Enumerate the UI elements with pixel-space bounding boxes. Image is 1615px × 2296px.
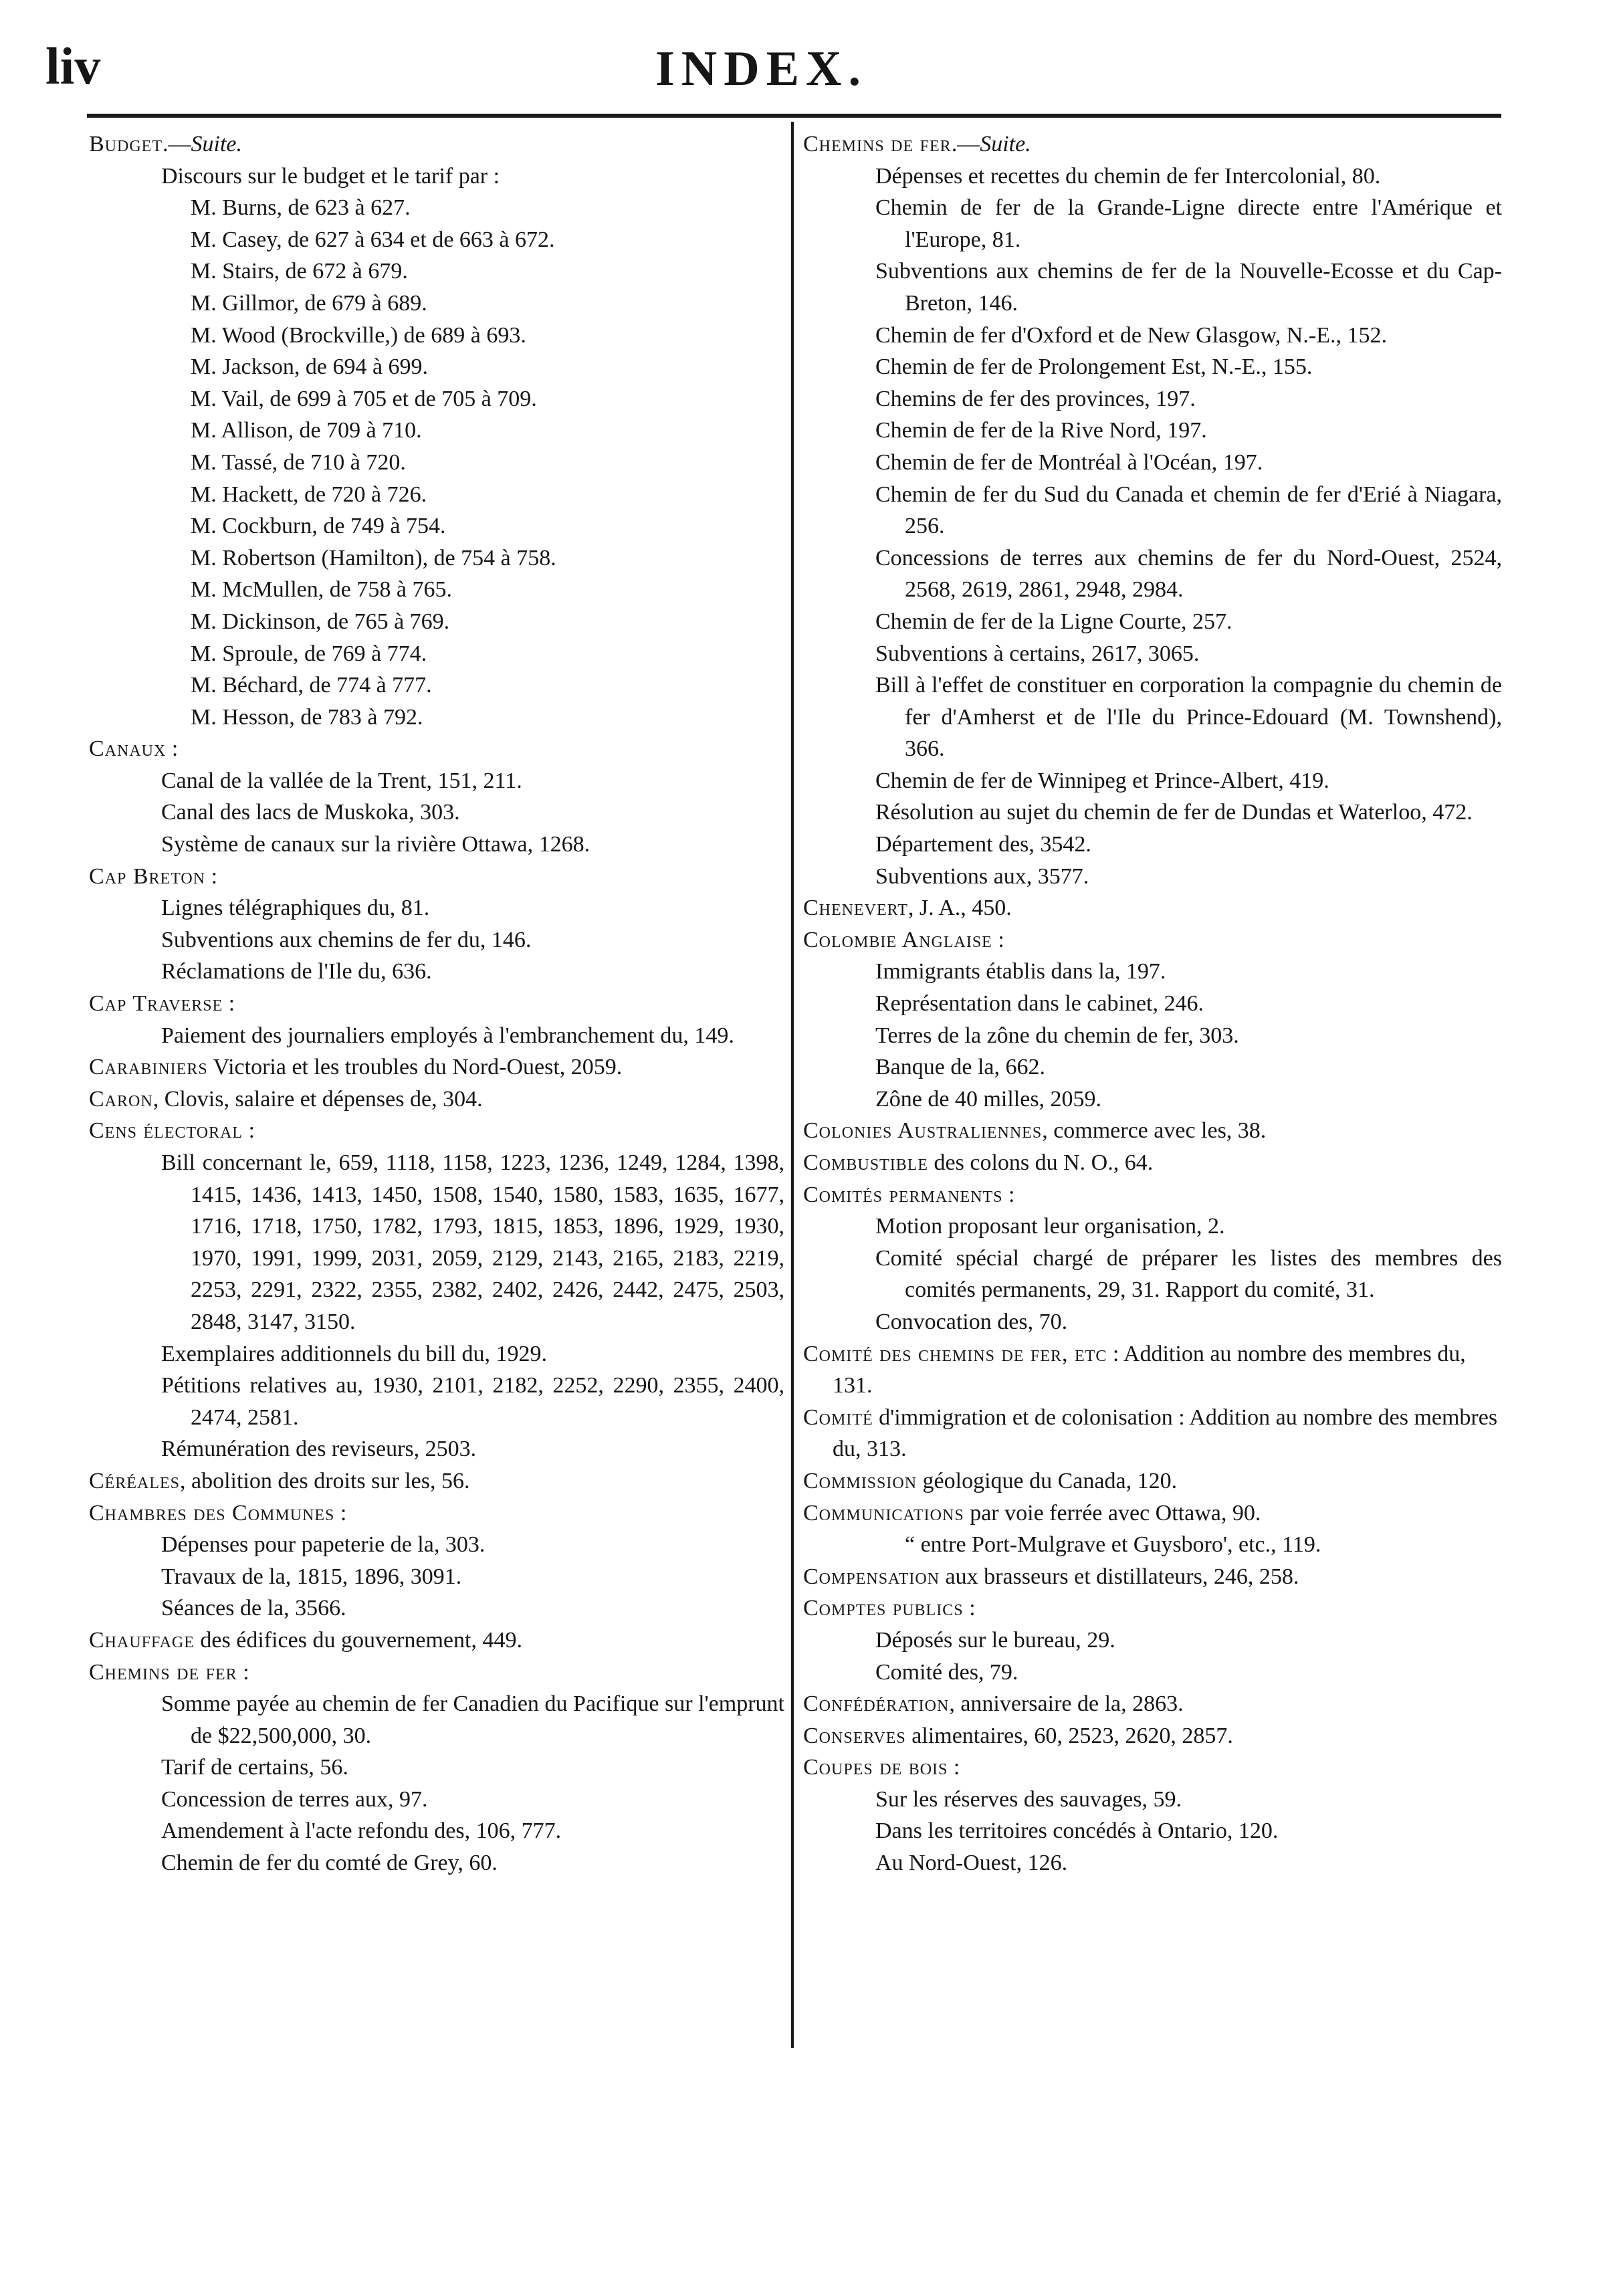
index-heading-rest: : xyxy=(166,736,179,762)
index-heading xyxy=(803,128,1502,161)
header-rule xyxy=(87,114,1501,118)
index-subentry: Chemin de fer d'Oxford et de New Glasgow, N.-E., 152. xyxy=(875,322,1387,348)
running-head: INDEX. xyxy=(655,41,867,96)
index-heading xyxy=(89,1115,784,1147)
index-headword: Chemins de fer xyxy=(89,1659,237,1685)
index-headword: Chambres des Communes xyxy=(89,1500,335,1526)
index-subentry: Chemin de fer de la Rive Nord, 197. xyxy=(875,418,1207,443)
index-heading-rest: : Addition au nombre des membres du, 131. xyxy=(833,1341,1466,1398)
index-heading-rest: géologique du Canada, 120. xyxy=(917,1468,1178,1493)
index-subentry: M. Cockburn, de 749 à 754. xyxy=(191,514,446,539)
index-headword: Combustible xyxy=(803,1150,929,1175)
index-subentry: Chemin de fer de Montréal à l'Océan, 197. xyxy=(875,449,1263,475)
index-subentry: Bill à l'effet de constituer en corporation la compagnie du chemin de fer d'Amherst et de l'Ile du Prince-Edouard (M. Townshend), 366. xyxy=(875,673,1502,762)
index-subentry: Subventions aux chemins de fer de la Nouvelle-Ecosse et du Cap-Breton, 146. xyxy=(875,259,1502,316)
index-subentry: M. Burns, de 623 à 627. xyxy=(191,195,411,221)
index-heading-rest: , abolition des droits sur les, 56. xyxy=(180,1468,470,1493)
index-headword: Colombie Anglaise xyxy=(803,927,992,952)
index-heading xyxy=(89,1051,784,1083)
index-subentry: Subventions aux chemins de fer du, 146. xyxy=(161,927,532,952)
index-heading xyxy=(803,924,1502,956)
index-subentry: M. Hackett, de 720 à 726. xyxy=(191,482,427,507)
index-headword: Chemins de fer xyxy=(803,132,952,156)
index-heading xyxy=(803,1115,1502,1147)
index-heading-rest: , anniversaire de la, 2863. xyxy=(949,1691,1184,1717)
index-subentry: M. Béchard, de 774 à 777. xyxy=(191,673,432,698)
index-heading xyxy=(89,1657,784,1689)
index-subentry: Amendement à l'acte refondu des, 106, 777. xyxy=(161,1818,562,1844)
index-heading xyxy=(89,1083,784,1116)
index-heading-rest: : xyxy=(948,1755,960,1780)
index-heading xyxy=(89,1497,784,1530)
index-subentry: Chemin de fer de Winnipeg et Prince-Albert, 419. xyxy=(875,768,1329,793)
index-subentry: Comité des, 79. xyxy=(875,1659,1018,1685)
index-subentry: M. Stairs, de 672 à 679. xyxy=(191,259,408,284)
index-subentry: Tarif de certains, 56. xyxy=(161,1755,348,1780)
index-heading xyxy=(803,1465,1502,1497)
index-subentry: Rémunération des reviseurs, 2503. xyxy=(161,1437,477,1462)
index-subentry: M. Tassé, de 710 à 720. xyxy=(191,449,406,475)
index-subentry: Zône de 40 milles, 2059. xyxy=(875,1086,1102,1112)
index-heading-rest: : xyxy=(223,991,235,1017)
index-column-left xyxy=(89,128,784,1879)
index-heading-rest: : xyxy=(992,927,1004,952)
index-subentry: Dépenses pour papeterie de la, 303. xyxy=(161,1532,486,1558)
index-headword: Conserves xyxy=(803,1723,906,1748)
index-subentry: M. Robertson (Hamilton), de 754 à 758. xyxy=(191,545,556,570)
index-headword: Communications xyxy=(803,1500,964,1526)
index-headword: Commission xyxy=(803,1468,918,1493)
index-subentry: Subventions à certains, 2617, 3065. xyxy=(875,641,1200,666)
index-subentry: Canal de la vallée de la Trent, 151, 211. xyxy=(161,768,522,793)
index-subentry: Chemin de fer du comté de Grey, 60. xyxy=(161,1851,498,1876)
index-subentry: Chemin de fer du Sud du Canada et chemin de fer d'Erié à Niagara, 256. xyxy=(875,482,1502,539)
index-subentry: Déposés sur le bureau, 29. xyxy=(875,1627,1115,1653)
index-subentry: Chemin de fer de la Grande-Ligne directe entre l'Amérique et l'Europe, 81. xyxy=(875,195,1502,252)
index-subentry: Résolution au sujet du chemin de fer de Dundas et Waterloo, 472. xyxy=(875,800,1473,825)
index-heading xyxy=(803,1688,1502,1720)
index-heading xyxy=(803,1561,1502,1593)
index-heading-rest: : xyxy=(205,863,218,889)
index-heading-rest: : xyxy=(243,1118,255,1144)
index-headword: Caron xyxy=(89,1086,153,1112)
index-subentry: Somme payée au chemin de fer Canadien du Pacifique sur l'emprunt de $22,500,000, 30. xyxy=(161,1691,784,1748)
index-subentry: Banque de la, 662. xyxy=(875,1055,1045,1080)
index-subentry: M. Casey, de 627 à 634 et de 663 à 672. xyxy=(191,227,555,252)
index-headword: Cap Traverse xyxy=(89,991,223,1017)
index-headword: Comités permanents xyxy=(803,1182,1003,1207)
index-subentry: M. Wood (Brockville,) de 689 à 693. xyxy=(191,322,526,348)
index-heading xyxy=(803,1179,1502,1211)
index-headword: Cap Breton xyxy=(89,863,206,889)
index-subentry: Chemins de fer des provinces, 197. xyxy=(875,386,1196,411)
index-column-right xyxy=(803,128,1502,1879)
index-subentry: “ entre Port-Mulgrave et Guysboro', etc., 119. xyxy=(905,1532,1321,1558)
index-headword: Cens électoral xyxy=(89,1118,243,1144)
index-subentry: Comité spécial chargé de préparer les listes des membres des comités permanents, 29, 31. Rapport du comité, 31. xyxy=(875,1245,1502,1303)
index-heading-rest: Victoria et les troubles du Nord-Ouest, 2059. xyxy=(207,1055,623,1080)
index-heading-rest: des colons du N. O., 64. xyxy=(928,1150,1154,1175)
continued-label: Suite. xyxy=(191,132,242,156)
index-subentry: Réclamations de l'Ile du, 636. xyxy=(161,959,432,984)
index-subentry: Convocation des, 70. xyxy=(875,1309,1068,1334)
index-heading-rest: : xyxy=(334,1500,347,1526)
index-heading xyxy=(803,1592,1502,1625)
index-heading-rest: : xyxy=(963,1596,976,1621)
index-subentry: M. Sproule, de 769 à 774. xyxy=(191,641,427,666)
index-subentry: Concession de terres aux, 97. xyxy=(161,1786,428,1812)
index-headword: Canaux xyxy=(89,736,167,762)
index-headword: Chenevert xyxy=(803,896,908,921)
index-heading-rest: par voie ferrée avec Ottawa, 90. xyxy=(964,1500,1261,1526)
index-subentry: M. Hesson, de 783 à 792. xyxy=(191,704,423,730)
index-headword: Chauffage xyxy=(89,1627,195,1653)
index-heading xyxy=(803,1720,1502,1752)
index-headword: Comité xyxy=(803,1404,873,1430)
index-headword: Compensation xyxy=(803,1564,940,1589)
index-heading-rest: alimentaires, 60, 2523, 2620, 2857. xyxy=(905,1723,1233,1748)
index-heading xyxy=(89,1625,784,1657)
index-subentry: Dans les territoires concédés à Ontario, 120. xyxy=(875,1818,1279,1844)
index-headword: Budget xyxy=(89,132,163,156)
index-subentry: Lignes télégraphiques du, 81. xyxy=(161,896,430,921)
index-heading xyxy=(89,1465,784,1497)
index-subentry: M. Jackson, de 694 à 699. xyxy=(191,354,429,380)
index-subentry: Dépenses et recettes du chemin de fer Intercolonial, 80. xyxy=(875,163,1381,189)
index-subentry: Exemplaires additionnels du bill du, 1929. xyxy=(161,1341,547,1366)
index-headword: Céréales xyxy=(89,1468,181,1493)
index-heading xyxy=(89,733,784,765)
index-headword: Colonies Australiennes xyxy=(803,1118,1043,1144)
index-headword: Coupes de bois xyxy=(803,1755,948,1780)
index-heading-rest: , J. A., 450. xyxy=(907,896,1012,921)
index-heading-rest: d'immigration et de colonisation : Addition au nombre des membres du, 313. xyxy=(833,1404,1498,1462)
index-headword: Confédération xyxy=(803,1691,950,1717)
index-subentry: Discours sur le budget et le tarif par : xyxy=(161,163,500,189)
index-subentry: M. McMullen, de 758 à 765. xyxy=(191,577,452,603)
index-subentry: Canal des lacs de Muskoka, 303. xyxy=(161,800,460,825)
index-subentry: Chemin de fer de Prolongement Est, N.-E., 155. xyxy=(875,354,1313,380)
index-heading xyxy=(89,861,784,893)
index-subentry: M. Allison, de 709 à 710. xyxy=(191,418,422,443)
index-subentry: Immigrants établis dans la, 197. xyxy=(875,959,1166,984)
index-subentry: Chemin de fer de la Ligne Courte, 257. xyxy=(875,609,1232,634)
index-subentry: Département des, 3542. xyxy=(875,832,1091,857)
index-heading xyxy=(803,1497,1502,1530)
index-subentry: Sur les réserves des sauvages, 59. xyxy=(875,1786,1182,1812)
index-headword: Comité des chemins de fer, etc xyxy=(803,1341,1107,1366)
index-heading xyxy=(803,1147,1502,1179)
index-subentry: Terres de la zône du chemin de fer, 303. xyxy=(875,1023,1239,1048)
index-subentry: Travaux de la, 1815, 1896, 3091. xyxy=(161,1564,462,1589)
index-heading-rest: des édifices du gouvernement, 449. xyxy=(194,1627,522,1653)
index-subentry: Motion proposant leur organisation, 2. xyxy=(875,1214,1225,1239)
index-heading xyxy=(803,1752,1502,1784)
index-heading xyxy=(89,988,784,1020)
index-subentry: Au Nord-Ouest, 126. xyxy=(875,1851,1068,1876)
index-subentry: Paiement des journaliers employés à l'embranchement du, 149. xyxy=(161,1023,734,1048)
index-subentry: Représentation dans le cabinet, 246. xyxy=(875,991,1204,1017)
index-heading-rest: : xyxy=(1002,1182,1015,1207)
index-subentry: M. Gillmor, de 679 à 689. xyxy=(191,290,427,316)
index-subentry: Subventions aux, 3577. xyxy=(875,863,1089,889)
index-heading xyxy=(803,1402,1502,1465)
index-heading xyxy=(89,128,784,161)
index-subentry: Bill concernant le, 659, 1118, 1158, 1223, 1236, 1249, 1284, 1398, 1415, 1436, 1413, 1450, 1508, 1540, 1580, 1583, 1635, 1677, 1716, 1718, 1750, 1782, 1793, 1815, 1853, 1896, 1929, 1930, 1970, 1991, 1999, 2031, 2059, 2129, 2143, 2165, 2183, 2219, 2253, 2291, 2322, 2355, 2382, 2402, 2426, 2442, 2475, 2503, 2848, 3147, 3150. xyxy=(161,1150,784,1334)
index-headword: Carabiniers xyxy=(89,1055,208,1080)
index-heading xyxy=(803,1338,1502,1402)
index-heading-rest: : xyxy=(237,1659,249,1685)
index-heading-rest: , Clovis, salaire et dépenses de, 304. xyxy=(152,1086,483,1112)
index-subentry: M. Vail, de 699 à 705 et de 705 à 709. xyxy=(191,386,537,411)
index-heading xyxy=(803,892,1502,924)
index-heading-rest: , commerce avec les, 38. xyxy=(1042,1118,1267,1144)
page-number: liv xyxy=(45,37,101,95)
index-heading-rest: .— xyxy=(951,132,980,156)
index-headword: Comptes publics xyxy=(803,1596,964,1621)
index-subentry: Système de canaux sur la rivière Ottawa, 1268. xyxy=(161,832,590,857)
continued-label: Suite. xyxy=(980,132,1031,156)
index-subentry: Concessions de terres aux chemins de fer du Nord-Ouest, 2524, 2568, 2619, 2861, 2948, 2984. xyxy=(875,545,1502,603)
index-subentry: M. Dickinson, de 765 à 769. xyxy=(191,609,450,634)
column-divider xyxy=(791,122,794,2048)
index-heading-rest: .— xyxy=(163,132,191,156)
index-subentry: Séances de la, 3566. xyxy=(161,1596,346,1621)
index-heading-rest: aux brasseurs et distillateurs, 246, 258. xyxy=(940,1564,1299,1589)
index-subentry: Pétitions relatives au, 1930, 2101, 2182, 2252, 2290, 2355, 2400, 2474, 2581. xyxy=(161,1373,784,1430)
